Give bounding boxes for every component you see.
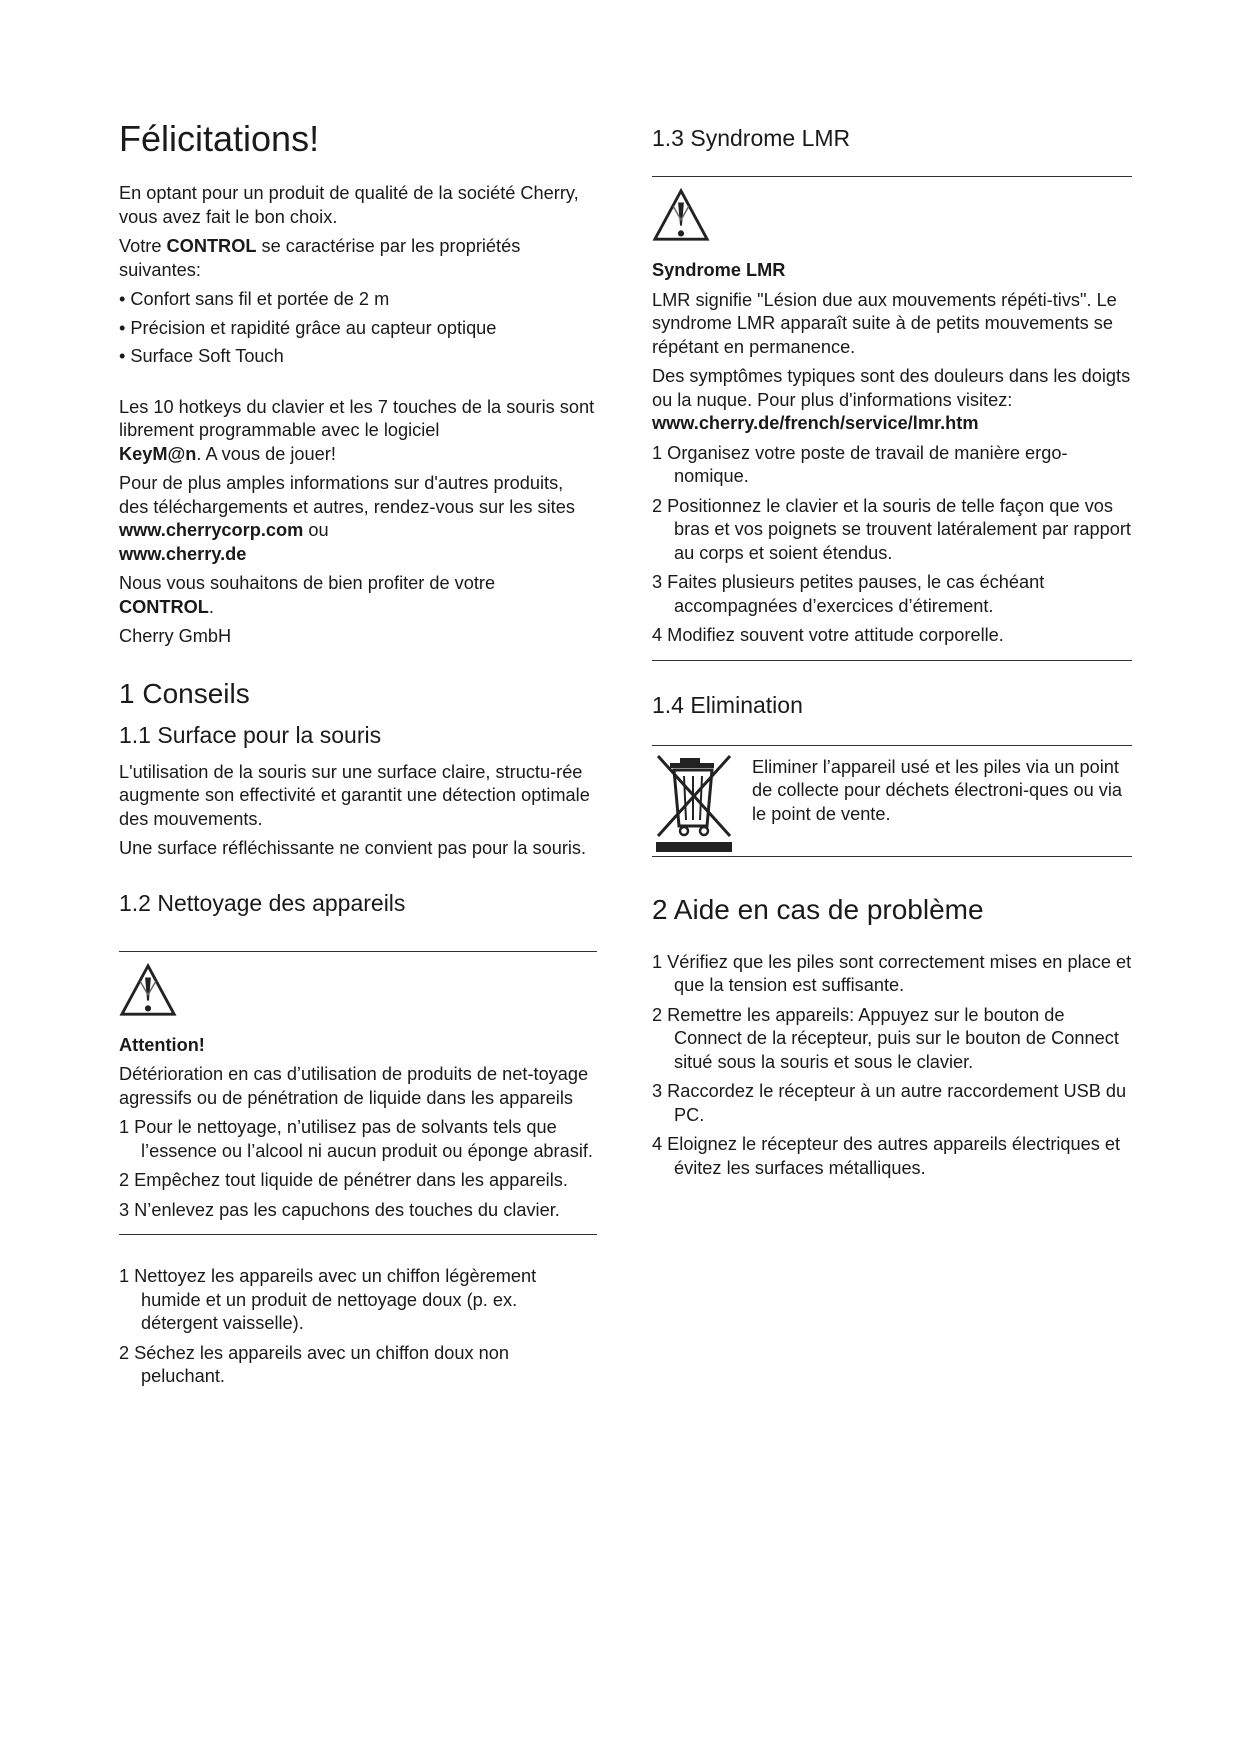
warning-text: Détérioration en cas d’utilisation de produits de net-toyage agressifs ou de pénétration de liquide dans les appareils xyxy=(119,1064,589,1108)
cherry-link[interactable]: www.cherry.de xyxy=(119,543,247,564)
surface-paragraph: L'utilisation de la souris sur une surface claire, structu-rée augmente son effectivité et garantit une détection optimale des mouvements. xyxy=(119,761,590,829)
feature-bullet: • Précision et rapidité grâce au capteur optique xyxy=(119,317,497,338)
cherrycorp-link[interactable]: www.cherrycorp.com xyxy=(119,520,304,540)
cleaning-step: 2 Séchez les appareils avec un chiffon doux non peluchant. xyxy=(119,1342,509,1386)
aide-item: 3 Raccordez le récepteur à un autre raccordement USB du PC. xyxy=(652,1081,1127,1125)
conseils-heading: 1 Conseils xyxy=(119,677,250,709)
elimination-box xyxy=(652,746,1132,856)
surface-heading: 1.1 Surface pour la souris xyxy=(119,721,382,748)
lmr-link[interactable]: www.cherry.de/french/service/lmr.htm xyxy=(652,413,979,433)
lmr-paragraph: Des symptômes typiques sont des douleurs dans les doigts ou la nuque. Pour plus d'informations visitez: www.cherry.de/french/service/lmr.htm xyxy=(652,366,1131,433)
lmr-item: 3 Faites plusieurs petites pauses, le cas échéant accompagnées d’exercices d’étirement. xyxy=(652,572,1045,616)
intro-features-lead: Votre CONTROL se caractérise par les propriétés suivantes: xyxy=(119,236,521,280)
closing-paragraph: Nous vous souhaitons de bien profiter de votre CONTROL. xyxy=(119,573,496,617)
lmr-item: 1 Organisez votre poste de travail de manière ergo-nomique. xyxy=(652,442,1068,486)
intro-paragraph: En optant pour un produit de qualité de la société Cherry, vous avez fait le bon choix. xyxy=(119,183,579,227)
elimination-text: Eliminer l’appareil usé et les piles via un point de collecte pour déchets électroni-ques ou via le point de vente. xyxy=(752,756,1123,824)
page-title: Félicitations! xyxy=(119,118,320,159)
elimination-heading: 1.4 Elimination xyxy=(652,691,803,718)
warning-icon xyxy=(652,187,710,245)
lmr-item: 2 Positionnez le clavier et la souris de telle façon que vos bras et vos poignets se trouvent latéralement par rapport au corps et soient étendus. xyxy=(652,495,1131,563)
divider xyxy=(119,951,597,952)
feature-bullet: • Surface Soft Touch xyxy=(119,346,284,366)
crossed-bin-icon xyxy=(652,752,736,852)
lmr-paragraph: LMR signifie "Lésion due aux mouvements répéti-tivs". Le syndrome LMR apparaît suite à de petits mouvements se répétant en permanence. xyxy=(652,289,1117,357)
left-column xyxy=(119,118,597,1395)
hotkeys-paragraph: Les 10 hotkeys du clavier et les 7 touches de la souris sont librement programmable avec le logiciel KeyM@n. A vous de jouer! xyxy=(119,396,595,464)
more-info-paragraph: Pour de plus amples informations sur d'autres produits, des téléchargements et autres, rendez-vous sur les sites www.cherrycorp.com ou www.cherry.de xyxy=(119,473,575,564)
warning-item: 2 Empêchez tout liquide de pénétrer dans les appareils. xyxy=(119,1170,568,1190)
warning-box xyxy=(119,962,597,1223)
aide-heading: 2 Aide en cas de problème xyxy=(652,893,984,925)
surface-paragraph: Une surface réfléchissante ne convient pas pour la souris. xyxy=(119,838,587,858)
aide-item: 4 Eloignez le récepteur des autres appareils électriques et évitez les surfaces métalliques. xyxy=(652,1134,1121,1178)
aide-item: 1 Vérifiez que les piles sont correctement mises en place et que la tension est suffisante. xyxy=(652,951,1132,995)
lmr-label: Syndrome LMR xyxy=(652,260,786,280)
attention-label: Attention! xyxy=(119,1034,205,1055)
signature: Cherry GmbH xyxy=(119,626,232,646)
cleaning-step: 1 Nettoyez les appareils avec un chiffon légèrement humide et un produit de nettoyage doux (p. ex. détergent vaisselle). xyxy=(119,1266,537,1333)
warning-icon xyxy=(119,962,177,1020)
lmr-heading: 1.3 Syndrome LMR xyxy=(652,125,851,151)
warning-item: 1 Pour le nettoyage, n’utilisez pas de solvants tels que l’essence ou l’alcool ni aucun produit ou éponge abrasif. xyxy=(119,1117,593,1161)
right-column xyxy=(652,124,1132,1186)
divider xyxy=(652,176,1132,177)
nettoyage-heading: 1.2 Nettoyage des appareils xyxy=(119,889,406,916)
feature-bullet: • Confort sans fil et portée de 2 m xyxy=(119,289,390,309)
warning-item: 3 N’enlevez pas les capuchons des touches du clavier. xyxy=(119,1199,560,1220)
lmr-item: 4 Modifiez souvent votre attitude corporelle. xyxy=(652,625,1004,645)
aide-item: 2 Remettre les appareils: Appuyez sur le bouton de Connect de la récepteur, puis sur le bouton de Connect situé sous la souris et sous le clavier. xyxy=(652,1004,1119,1072)
